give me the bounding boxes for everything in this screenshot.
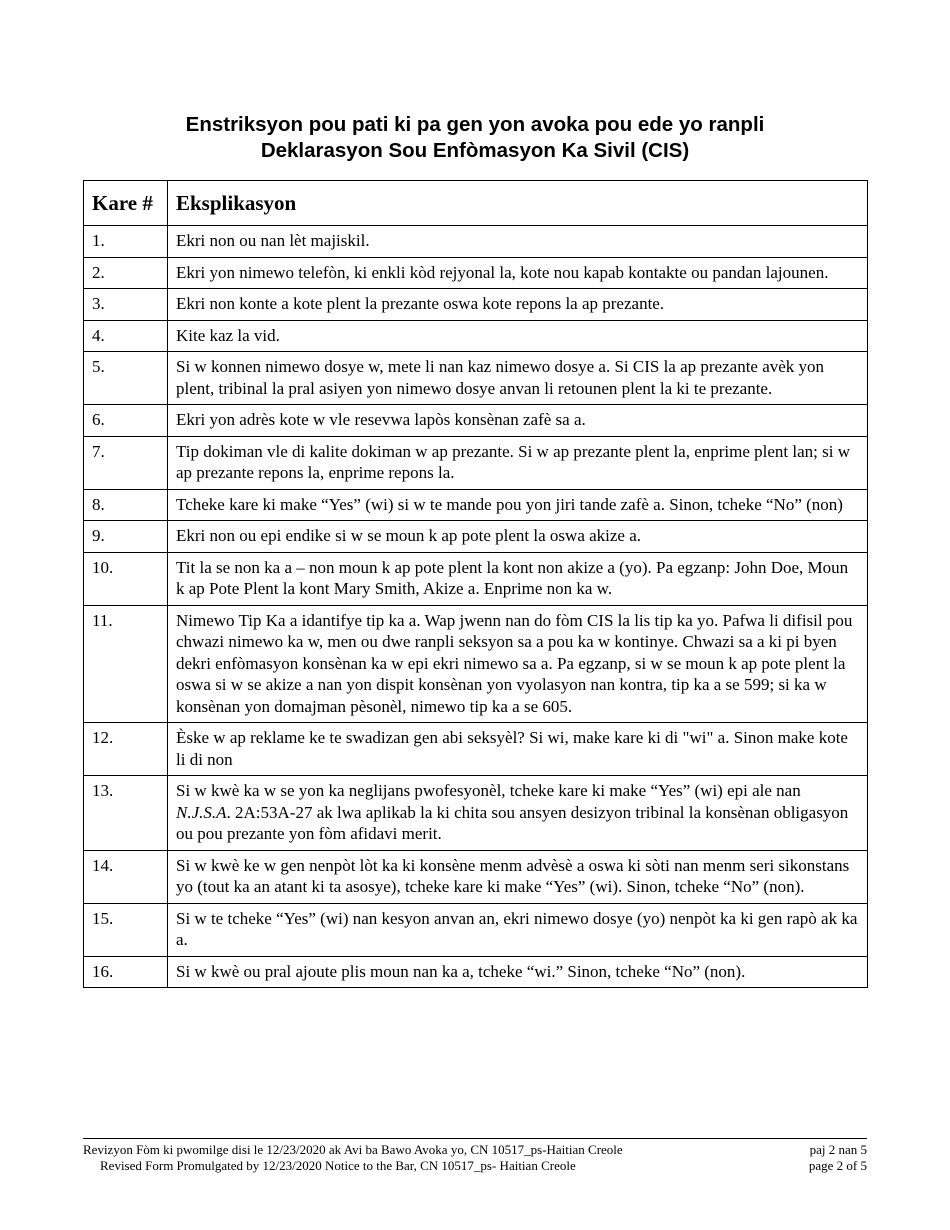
footer-revision-creole: Revizyon Fòm ki pwomilge disi le 12/23/2020 ak Avi ba Bawo Avoka yo, CN 10517_ps-Haitian Creole [83,1142,623,1157]
footer-row-creole [83,1142,867,1158]
footer-page-number-creole: paj 2 nan 5 [809,1142,867,1157]
table-row [84,436,868,489]
table-row [84,226,868,258]
title-line-2: Deklarasyon Sou Enfòmasyon Ka Sivil (CIS) [260,139,690,162]
header-explanation: Eksplikasyon [168,181,868,226]
box-number: 16. [84,956,168,988]
table-row [84,723,868,776]
box-explanation: Kite kaz la vid. [168,320,868,352]
box-explanation: Èske w ap reklame ke te swadizan gen abi seksyèl? Si wi, make kare ki di "wi" a. Sinon make kote li di non [168,723,868,776]
box-number: 7. [84,436,168,489]
table-row [84,605,868,723]
page-footer [83,1138,867,1174]
box-explanation: Ekri non ou nan lèt majiskil. [168,226,868,258]
table-row [84,903,868,956]
table-row [84,405,868,437]
page-title [0,112,950,164]
explanation-text-part: Si w kwè ka w se yon ka neglijans pwofesyonèl, tcheke kare ki make “Yes” (wi) epi ale nan [176,781,801,800]
box-number: 11. [84,605,168,723]
instructions-table [83,180,868,988]
footer-row-english [83,1158,867,1174]
table-row [84,320,868,352]
footer-page-number-english: page 2 of 5 [808,1158,867,1173]
box-number: 5. [84,352,168,405]
table-row [84,956,868,988]
box-number: 9. [84,521,168,553]
box-number: 2. [84,257,168,289]
box-number: 14. [84,850,168,903]
table-header-row [84,181,868,226]
box-explanation: Si w te tcheke “Yes” (wi) nan kesyon anvan an, ekri nimewo dosye (yo) nenpòt ka ki gen rapò ak ka a. [168,903,868,956]
explanation-text-part: . 2A:53A-27 ak lwa aplikab la ki chita sou ansyen desizyon tribinal la konsènan obligasyon ou pou prezante yon fòm afidavi merit. [176,802,849,843]
box-explanation: Ekri yon adrès kote w vle resevwa lapòs konsènan zafè sa a. [168,405,868,437]
box-explanation: Ekri non ou epi endike si w se moun k ap pote plent la oswa akize a. [168,521,868,553]
box-explanation: Si w kwè ou pral ajoute plis moun nan ka a, tcheke “wi.” Sinon, tcheke “No” (non). [168,956,868,988]
box-number: 3. [84,289,168,321]
box-explanation: Si w kwè ke w gen nenpòt lòt ka ki konsène menm advèsè a oswa ki sòti nan menm seri sikonstans yo (tout ka an atant ki ta asosye), tcheke kare ki make “Yes” (wi). Sinon, tcheke “No” (non). [168,850,868,903]
box-number: 15. [84,903,168,956]
table-row [84,552,868,605]
box-explanation: Ekri yon nimewo telefòn, ki enkli kòd rejyonal la, kote nou kapab kontakte ou pandan lajounen. [168,257,868,289]
box-explanation: Nimewo Tip Ka a idantifye tip ka a. Wap jwenn nan do fòm CIS la lis tip ka yo. Pafwa li difisil pou chwazi nimewo ka w, men ou dwe ranpli seksyon sa a pou ka w kontinye. Chwazi sa a ki pi byen dekri enfòmasyon konsènan ka w epi ekri nimewo sa a. Pa egzanp, si w se moun k ap pote plent la oswa si w se akize a nan yon dispit konsènan yon vyolasyon nan kontra, tip ka a se 599; si ka w konsènan yon domajman pèsonèl, nimewo tip ka a se 605. [168,605,868,723]
box-number: 8. [84,489,168,521]
box-explanation: Si w konnen nimewo dosye w, mete li nan kaz nimewo dosye a. Si CIS la ap prezante avèk yon plent, tribinal la pral asiyen yon nimewo dosye anvan li retounen plent la ki te prezante. [168,352,868,405]
box-explanation: Tip dokiman vle di kalite dokiman w ap prezante. Si w ap prezante plent la, enprime plent lan; si w ap prezante repons la, enprime repons la. [168,436,868,489]
table-row [84,850,868,903]
statute-citation: N.J.S.A [176,802,227,822]
box-explanation [168,776,868,851]
table-row [84,489,868,521]
box-explanation: Ekri non konte a kote plent la prezante oswa kote repons la ap prezante. [168,289,868,321]
box-number: 6. [84,405,168,437]
table-row [84,521,868,553]
table-row [84,352,868,405]
box-number: 12. [84,723,168,776]
box-number: 13. [84,776,168,851]
box-number: 10. [84,552,168,605]
title-line-1: Enstriksyon pou pati ki pa gen yon avoka pou ede yo ranpli [185,113,765,136]
footer-revision-english: Revised Form Promulgated by 12/23/2020 Notice to the Bar, CN 10517_ps- Haitian Creole [100,1158,576,1173]
table-row [84,289,868,321]
header-box-number: Kare # [84,181,168,226]
box-explanation: Tcheke kare ki make “Yes” (wi) si w te mande pou yon jiri tande zafè a. Sinon, tcheke “No” (non) [168,489,868,521]
box-number: 1. [84,226,168,258]
box-explanation: Tit la se non ka a – non moun k ap pote plent la kont non akize a (yo). Pa egzanp: John Doe, Moun k ap Pote Plent la kont Mary Smith, Akize a. Enprime non ka w. [168,552,868,605]
table-row [84,776,868,851]
box-number: 4. [84,320,168,352]
table-row [84,257,868,289]
